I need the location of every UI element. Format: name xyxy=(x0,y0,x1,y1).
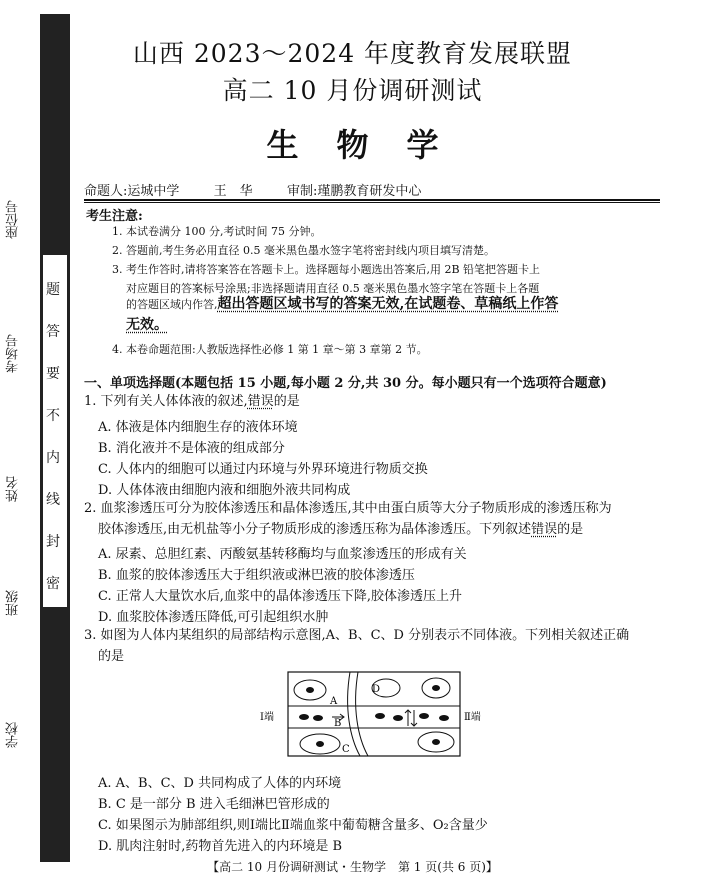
label-d: D xyxy=(372,684,381,695)
seal-char: 密 xyxy=(46,576,60,592)
question-3-stem: 的是 xyxy=(98,649,125,664)
question-1-stem xyxy=(84,391,662,412)
lymph-vessel xyxy=(348,672,368,756)
notice-item xyxy=(126,316,676,335)
notice-text: 的答题区域内作答, xyxy=(126,298,218,311)
exam-title-line2: 高二 10 月份调研测试 xyxy=(222,76,483,105)
notice-item: 对应题目的答案标号涂黑;非选择题请用直径 0.5 毫米黑色墨水签字笔在答题卡上各题 xyxy=(126,282,540,295)
question-3-option-c: C. 如果图示为肺部组织,则Ⅰ端比Ⅱ端血浆中葡萄糖含量多、O₂含量少 xyxy=(98,818,488,833)
blood-cell xyxy=(439,715,449,721)
blood-cell xyxy=(419,713,429,719)
exchange-arrow xyxy=(405,710,411,726)
notice-emphasis: 超出答题区域书写的答案无效,在试题卷、草稿纸上作答 xyxy=(217,296,559,312)
seal-char: 答 xyxy=(46,324,60,340)
label-c: C xyxy=(342,744,350,755)
notice-item: 2. 答题前,考生务必用直径 0.5 毫米黑色墨水签字笔将密封线内项目填写清楚。 xyxy=(112,244,495,257)
stem-emphasis: 错误 xyxy=(531,522,558,537)
author-name: 王 华 xyxy=(213,184,253,199)
school-label: 学校 xyxy=(6,722,21,748)
blood-cell xyxy=(313,715,323,721)
section-heading: 一、单项选择题(本题包括 15 小题,每小题 2 分,共 30 分。每小题只有一个选项符合题意) xyxy=(84,376,607,391)
exam-room-label: 考场号 xyxy=(6,334,21,373)
notice-item xyxy=(126,295,676,314)
nucleus xyxy=(316,741,324,747)
right-end-label: Ⅱ端 xyxy=(464,712,481,723)
stem-text: 的是 xyxy=(557,522,584,537)
question-1-option-c: C. 人体内的细胞可以通过内环境与外界环境进行物质交换 xyxy=(98,462,428,477)
notice-emphasis: 无效。 xyxy=(126,317,168,333)
seat-number-label: 座位号 xyxy=(6,200,21,239)
stem-text: 胶体渗透压,由无机盐等小分子物质形成的渗透压称为晶体渗透压。下列叙述 xyxy=(98,522,532,537)
question-3-option-a: A. A、B、C、D 共同构成了人体的内环境 xyxy=(98,776,342,791)
seal-char: 不 xyxy=(46,408,60,424)
notice-title: 考生注意: xyxy=(86,209,143,224)
label-a: A xyxy=(330,696,338,707)
notice-item: 1. 本试卷满分 100 分,考试时间 75 分钟。 xyxy=(112,225,322,238)
page-footer: 【高二 10 月份调研测试・生物学 第 1 页(共 6 页)】 xyxy=(207,860,498,874)
question-2-option-d: D. 血浆胶体渗透压降低,可引起组织水肿 xyxy=(98,610,329,625)
notice-item: 4. 本卷命题范围:人教版选择性必修 1 第 1 章～第 3 章第 2 节。 xyxy=(112,343,428,356)
seal-line-box xyxy=(42,254,68,608)
authors-line xyxy=(84,180,421,199)
nucleus xyxy=(432,739,440,745)
question-1-option-d: D. 人体体液由细胞内液和细胞外液共同构成 xyxy=(98,483,351,498)
question-1-option-a: A. 体液是体内细胞生存的液体环境 xyxy=(98,420,298,435)
question-2-option-a: A. 尿素、总胆红素、丙酸氨基转移酶均与血浆渗透压的形成有关 xyxy=(98,547,467,562)
stem-text: 1. 下列有关人体体液的叙述, xyxy=(84,394,248,409)
question-3-stem: 3. 如图为人体内某组织的局部结构示意图,A、B、C、D 分别表示不同体液。下列相关叙述正确 xyxy=(84,628,630,643)
blood-cell xyxy=(375,713,385,719)
stem-emphasis: 错误 xyxy=(247,394,274,409)
nucleus xyxy=(432,685,440,691)
name-label: 姓名 xyxy=(6,476,21,502)
question-1-option-b: B. 消化液并不是体液的组成部分 xyxy=(98,441,285,456)
class-label: 班级 xyxy=(6,590,21,616)
left-end-label: Ⅰ端 xyxy=(260,712,274,723)
divider xyxy=(84,202,660,203)
nucleus xyxy=(306,687,314,693)
question-3-option-d: D. 肌肉注射时,药物首先进入的内环境是 B xyxy=(98,839,343,854)
question-3-option-b: B. C 是一部分 B 进入毛细淋巴管形成的 xyxy=(98,797,330,812)
question-2-stem xyxy=(98,519,676,540)
blood-cell xyxy=(299,714,309,720)
question-2-option-b: B. 血浆的胶体渗透压大于组织液或淋巴液的胶体渗透压 xyxy=(98,568,415,583)
exam-title-line1: 山西 2023～2024 年度教育发展联盟 xyxy=(132,39,573,68)
divider xyxy=(84,199,660,201)
seal-char: 封 xyxy=(46,534,60,550)
seal-char: 内 xyxy=(46,450,60,466)
author-label: 命题人:运城中学 xyxy=(84,184,180,199)
reviewer: 审制:瑾鹏教育研发中心 xyxy=(286,184,422,199)
label-b: B xyxy=(334,718,342,729)
tissue-diagram xyxy=(260,668,500,764)
exchange-arrow xyxy=(411,710,417,726)
subject-title: 生物学 xyxy=(266,126,477,164)
stem-text: 的是 xyxy=(273,394,300,409)
blood-cell xyxy=(393,715,403,721)
question-2-option-c: C. 正常人大量饮水后,血浆中的晶体渗透压下降,胶体渗透压上升 xyxy=(98,589,463,604)
notice-item: 3. 考生作答时,请将答案答在答题卡上。选择题每小题选出答案后,用 2B 铅笔把答题卡上 xyxy=(112,263,541,276)
seal-char: 题 xyxy=(46,282,60,298)
seal-char: 线 xyxy=(46,492,60,508)
seal-char: 要 xyxy=(46,366,60,382)
question-2-stem: 2. 血浆渗透压可分为胶体渗透压和晶体渗透压,其中由蛋白质等大分子物质形成的渗透压称为 xyxy=(84,501,612,516)
